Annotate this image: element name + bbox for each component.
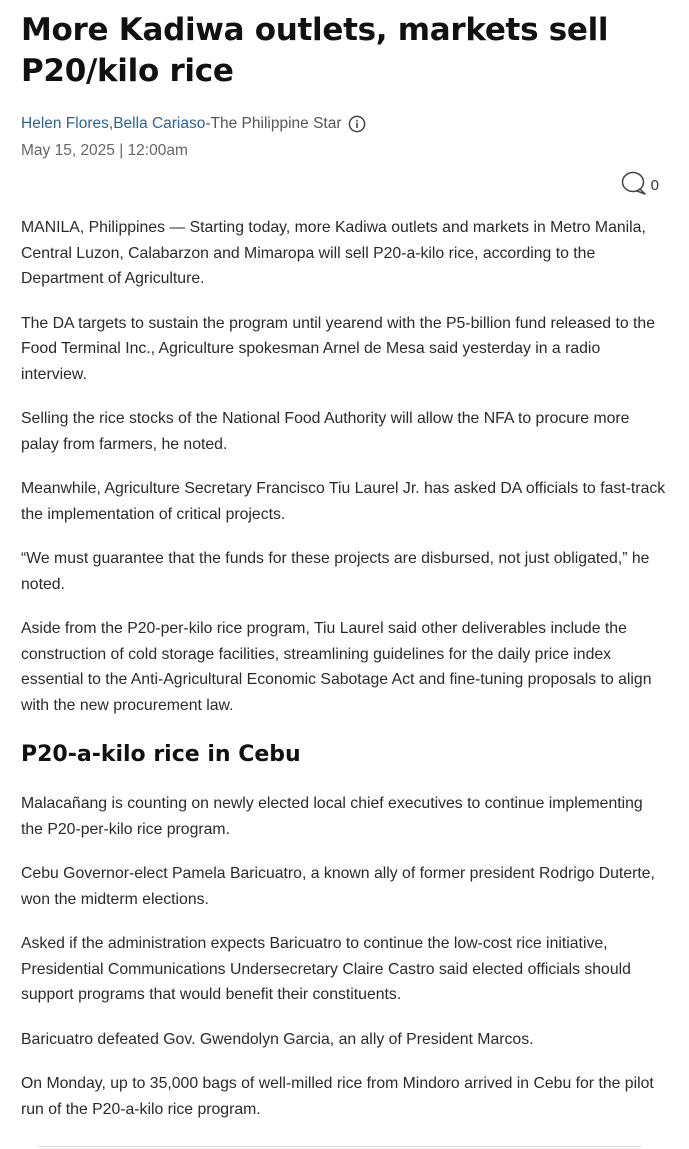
paragraph: Baricuatro defeated Gov. Gwendolyn Garcia, an ally of President Marcos. bbox=[21, 1030, 534, 1048]
author-link-bella-cariaso[interactable]: Bella Cariaso bbox=[113, 115, 206, 132]
author-link-helen-flores[interactable]: Helen Flores bbox=[21, 115, 109, 132]
byline bbox=[21, 114, 668, 134]
paragraph: MANILA, Philippines — Starting today, more Kadiwa outlets and markets in Metro Manila, Central Luzon, Calabarzon and Mimaropa will sell P20-a-kilo rice, according to the Department of Agriculture. bbox=[21, 219, 646, 287]
author-separator: , bbox=[108, 115, 114, 132]
paragraph: Aside from the P20-per-kilo rice program, Tiu Laurel said other deliverables include the construction of cold storage facilities, streamlining guidelines for the daily price index essential to the Anti-Agricultural Economic Sabotage Act and fine-tuning proposals to align with the new procurement law. bbox=[21, 620, 652, 714]
article-body bbox=[21, 215, 666, 1141]
comments-button[interactable] bbox=[621, 171, 659, 200]
headline: More Kadiwa outlets, markets sell P20/kilo rice bbox=[21, 12, 609, 89]
section-subhead: P20-a-kilo rice in Cebu bbox=[21, 742, 301, 767]
paragraph: Cebu Governor-elect Pamela Baricuatro, a known ally of former president Rodrigo Duterte, won the midterm elections. bbox=[21, 865, 655, 908]
source-name: The Philippine Star bbox=[210, 115, 342, 132]
bottom-divider bbox=[38, 1146, 641, 1147]
paragraph: The DA targets to sustain the program until yearend with the P5-billion fund released to the Food Terminal Inc., Agriculture spokesman Arnel de Mesa said yesterday in a radio interview. bbox=[21, 314, 655, 383]
paragraph: Malacañang is counting on newly elected local chief executives to continue implementing the P20-per-kilo rice program. bbox=[21, 795, 643, 838]
publish-date: May 15, 2025 | 12:00am bbox=[21, 142, 188, 159]
paragraph: Selling the rice stocks of the National Food Authority will allow the NFA to procure more palay from farmers, he noted. bbox=[21, 410, 630, 453]
paragraph: Asked if the administration expects Baricuatro to continue the low-cost rice initiative, Presidential Communications Undersecretary Claire Castro said elected officials should support programs that would benefit their constituents. bbox=[21, 935, 631, 1003]
comment-count: 0 bbox=[650, 177, 659, 194]
info-circle-icon[interactable] bbox=[348, 115, 366, 133]
paragraph: “We must guarantee that the funds for these projects are disbursed, not just obligated,” he noted. bbox=[21, 550, 650, 593]
paragraph: Meanwhile, Agriculture Secretary Francisco Tiu Laurel Jr. has asked DA officials to fast-track the implementation of critical projects. bbox=[21, 480, 666, 523]
source-separator: - bbox=[205, 115, 211, 132]
comment-bubble-icon bbox=[621, 171, 647, 200]
paragraph: On Monday, up to 35,000 bags of well-milled rice from Mindoro arrived in Cebu for the pilot run of the P20-a-kilo rice program. bbox=[21, 1075, 654, 1118]
